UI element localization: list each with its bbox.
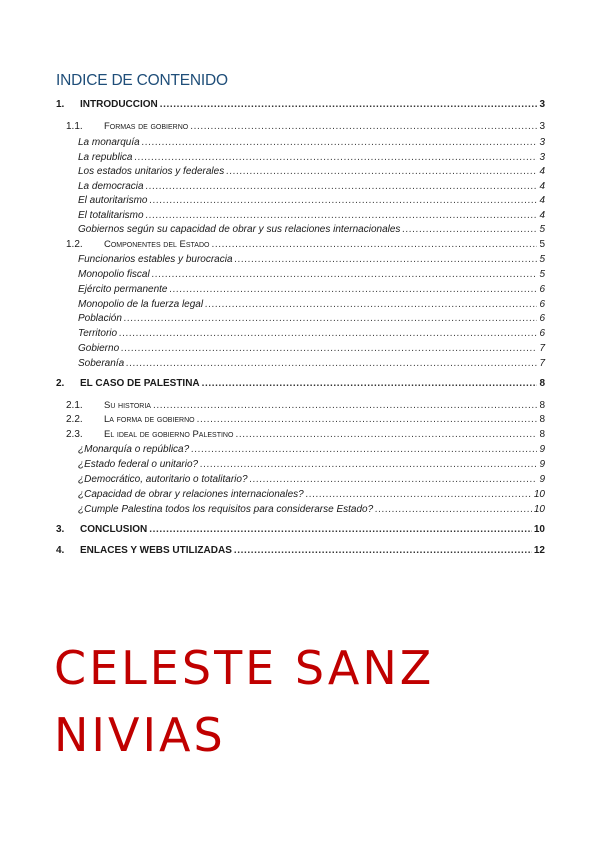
- toc-entry-page: 4: [539, 181, 545, 192]
- dot-leader: [211, 238, 537, 252]
- dot-leader: [124, 312, 538, 326]
- dot-leader: [146, 209, 538, 223]
- toc-entry[interactable]: [56, 136, 545, 150]
- toc-entry[interactable]: [56, 443, 545, 457]
- toc-entry-label: CONCLUSION: [80, 524, 148, 535]
- toc-entry-page: 6: [539, 328, 545, 339]
- dot-leader: [142, 136, 538, 150]
- dot-leader: [149, 523, 532, 537]
- toc-entry-page: 4: [539, 210, 545, 221]
- toc-entry-number: 2.2.: [66, 414, 83, 425]
- toc-entry[interactable]: [56, 473, 545, 487]
- dot-leader: [134, 151, 537, 165]
- dot-leader: [234, 544, 532, 558]
- toc-entry-page: 9: [539, 444, 545, 455]
- toc-entry[interactable]: [56, 357, 545, 371]
- toc-entry[interactable]: [56, 312, 545, 326]
- dot-leader: [226, 165, 537, 179]
- toc-entry-page: 6: [539, 284, 545, 295]
- toc-entry-label: Territorio: [78, 328, 118, 339]
- toc-entry-page: 9: [539, 459, 545, 470]
- toc-entry[interactable]: [56, 283, 545, 297]
- toc-entry-label: Monopolio fiscal: [78, 269, 150, 280]
- toc-entry-label: Población: [78, 313, 122, 324]
- toc-entry-number: 2.: [56, 378, 65, 389]
- toc-heading: INDICE DE CONTENIDO: [56, 72, 228, 89]
- toc-entry-label: EL CASO DE PALESTINA: [80, 378, 200, 389]
- toc-entry-page: 12: [533, 545, 545, 556]
- toc-entry-number: 3.: [56, 524, 65, 535]
- toc-entry-page: 5: [539, 269, 545, 280]
- toc-entry-label: Ejército permanente: [78, 284, 168, 295]
- dot-leader: [200, 458, 537, 472]
- toc-entry-page: 4: [539, 195, 545, 206]
- toc-entry[interactable]: [56, 377, 545, 391]
- toc-entry[interactable]: [56, 238, 545, 252]
- toc-entry-number: 1.2.: [66, 239, 83, 250]
- toc-entry[interactable]: [56, 151, 545, 165]
- toc-entry[interactable]: [56, 428, 545, 442]
- toc-entry[interactable]: [56, 223, 545, 237]
- toc-entry-page: 4: [539, 166, 545, 177]
- dot-leader: [121, 342, 537, 356]
- dot-leader: [205, 298, 537, 312]
- author-name-line-1: CELESTE SANZ: [54, 641, 435, 695]
- toc-entry-label: Componentes del Estado: [104, 239, 210, 250]
- toc-entry-page: 10: [533, 524, 545, 535]
- toc-entry[interactable]: [56, 98, 545, 112]
- toc-entry[interactable]: [56, 253, 545, 267]
- toc-entry-label: Soberanía: [78, 358, 125, 369]
- toc-entry-label: INTRODUCCION: [80, 99, 158, 110]
- toc-entry-number: 4.: [56, 545, 65, 556]
- dot-leader: [306, 488, 532, 502]
- toc-entry-page: 8: [539, 378, 545, 389]
- dot-leader: [202, 377, 538, 391]
- toc-entry-page: 3: [539, 121, 545, 132]
- toc-entry-number: 1.1.: [66, 121, 83, 132]
- toc-entry-label: ¿Estado federal o unitario?: [78, 459, 199, 470]
- toc-entry-page: 8: [539, 429, 545, 440]
- dot-leader: [190, 120, 537, 134]
- toc-entry-number: 1.: [56, 99, 65, 110]
- toc-entry-label: El autoritarismo: [78, 195, 148, 206]
- toc-entry-label: Los estados unitarios y federales: [78, 166, 225, 177]
- dot-leader: [152, 268, 538, 282]
- toc-entry-page: 3: [539, 137, 545, 148]
- toc-entry-label: ¿Monarquía o república?: [78, 444, 190, 455]
- toc-entry-page: 3: [539, 152, 545, 163]
- dot-leader: [153, 399, 537, 413]
- toc-entry-page: 10: [533, 489, 545, 500]
- toc-entry-page: 8: [539, 414, 545, 425]
- toc-entry-label: ENLACES Y WEBS UTILIZADAS: [80, 545, 232, 556]
- dot-leader: [235, 253, 538, 267]
- toc-entry-label: La forma de gobierno: [104, 414, 195, 425]
- toc-entry[interactable]: [56, 458, 545, 472]
- toc-entry[interactable]: [56, 209, 545, 223]
- toc-entry-label: Gobiernos según su capacidad de obrar y sus relaciones internacionales: [78, 224, 401, 235]
- toc-entry-label: ¿Cumple Palestina todos los requisitos para considerarse Estado?: [78, 504, 374, 515]
- toc-entry[interactable]: [56, 503, 545, 517]
- toc-entry-label: ¿Capacidad de obrar y relaciones internacionales?: [78, 489, 304, 500]
- dot-leader: [191, 443, 537, 457]
- toc-entry-number: 2.1.: [66, 400, 83, 411]
- toc-entry[interactable]: [56, 268, 545, 282]
- toc-entry-label: La republica: [78, 152, 133, 163]
- toc-entry-page: 5: [539, 239, 545, 250]
- toc-entry-label: Gobierno: [78, 343, 120, 354]
- dot-leader: [250, 473, 538, 487]
- toc-entry-page: 6: [539, 299, 545, 310]
- dot-leader: [126, 357, 537, 371]
- toc-entry-label: Su historia: [104, 400, 151, 411]
- toc-entry[interactable]: [56, 180, 545, 194]
- toc-entry-page: 7: [539, 358, 545, 369]
- toc-entry-label: Formas de gobierno: [104, 121, 189, 132]
- toc-entry-page: 9: [539, 474, 545, 485]
- toc-entry-page: 10: [533, 504, 545, 515]
- toc-entry-label: El ideal de gobierno Palestino: [104, 429, 234, 440]
- toc-entry-page: 7: [539, 343, 545, 354]
- toc-entry-page: 6: [539, 313, 545, 324]
- toc-entry[interactable]: [56, 544, 545, 558]
- toc-entry[interactable]: [56, 298, 545, 312]
- toc-entry-page: 8: [539, 400, 545, 411]
- toc-entry-label: Funcionarios estables y burocracia: [78, 254, 233, 265]
- dot-leader: [197, 413, 538, 427]
- author-name-line-2: NIVIAS: [54, 708, 226, 762]
- toc-entry[interactable]: [56, 342, 545, 356]
- toc-entry[interactable]: [56, 194, 545, 208]
- dot-leader: [402, 223, 537, 237]
- dot-leader: [146, 180, 538, 194]
- dot-leader: [160, 98, 538, 112]
- toc-entry[interactable]: [56, 120, 545, 134]
- toc-entry[interactable]: [56, 165, 545, 179]
- toc-entry-label: La democracia: [78, 181, 144, 192]
- toc-entry[interactable]: [56, 488, 545, 502]
- toc-entry[interactable]: [56, 523, 545, 537]
- dot-leader: [235, 428, 537, 442]
- toc-entry[interactable]: [56, 399, 545, 413]
- dot-leader: [119, 327, 537, 341]
- toc-entry[interactable]: [56, 413, 545, 427]
- toc-entry[interactable]: [56, 327, 545, 341]
- toc-entry-label: La monarquía: [78, 137, 140, 148]
- toc-entry-label: Monopolio de la fuerza legal: [78, 299, 204, 310]
- toc-entry-label: El totalitarismo: [78, 210, 144, 221]
- dot-leader: [375, 503, 532, 517]
- toc-entry-page: 5: [539, 254, 545, 265]
- toc-entry-page: 3: [539, 99, 545, 110]
- toc-entry-label: ¿Democrático, autoritario o totalitario?: [78, 474, 248, 485]
- toc-entry-number: 2.3.: [66, 429, 83, 440]
- toc-entry-page: 5: [539, 224, 545, 235]
- dot-leader: [149, 194, 537, 208]
- dot-leader: [170, 283, 538, 297]
